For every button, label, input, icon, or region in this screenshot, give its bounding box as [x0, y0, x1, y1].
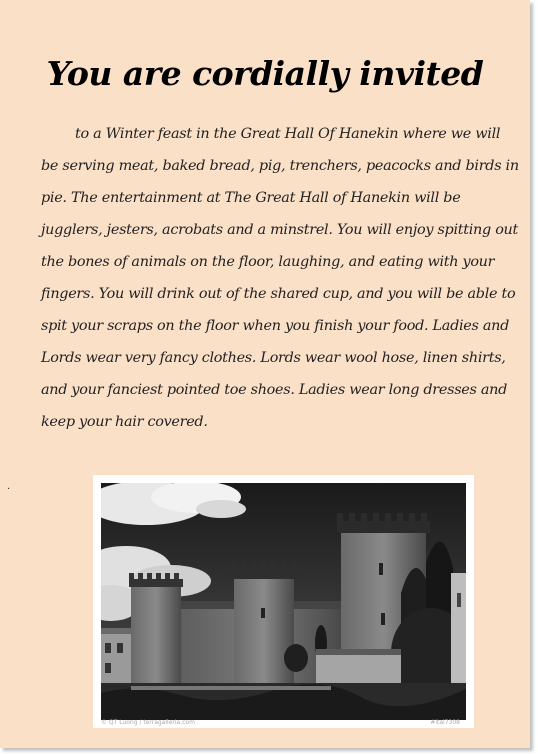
body-line: pie. The entertainment at The Great Hall of Hanekin will be — [41, 190, 461, 206]
body-line: Lords wear very fancy clothes. Lords wear wool hose, linen shirts, — [41, 350, 506, 366]
castle-photo — [101, 483, 466, 720]
body-line: and your fanciest pointed toe shoes. Ladies wear long dresses and — [41, 382, 508, 398]
castle-photo-frame — [93, 475, 474, 728]
body-line: be serving meat, baked bread, pig, trenchers, peacocks and birds in — [41, 158, 519, 174]
body-line: keep your hair covered. — [41, 414, 208, 430]
body-line: spit your scraps on the floor when you finish your food. Ladies and — [41, 318, 510, 334]
invitation-title: You are cordially invited — [46, 54, 484, 93]
photo-id: #ital7308 — [430, 719, 460, 726]
body-line: the bones of animals on the floor, laughing, and eating with your — [41, 254, 495, 270]
body-line: to a Winter feast in the Great Hall Of Hanekin where we will — [75, 126, 501, 142]
body-line: fingers. You will drink out of the shared cup, and you will be able to — [41, 286, 516, 302]
stray-mark: . — [7, 481, 11, 492]
invitation-body — [41, 118, 529, 438]
photo-credit: © QT Luong / terragalleria.com — [101, 719, 195, 726]
body-line: jugglers, jesters, acrobats and a minstrel. You will enjoy spitting out — [41, 222, 519, 238]
